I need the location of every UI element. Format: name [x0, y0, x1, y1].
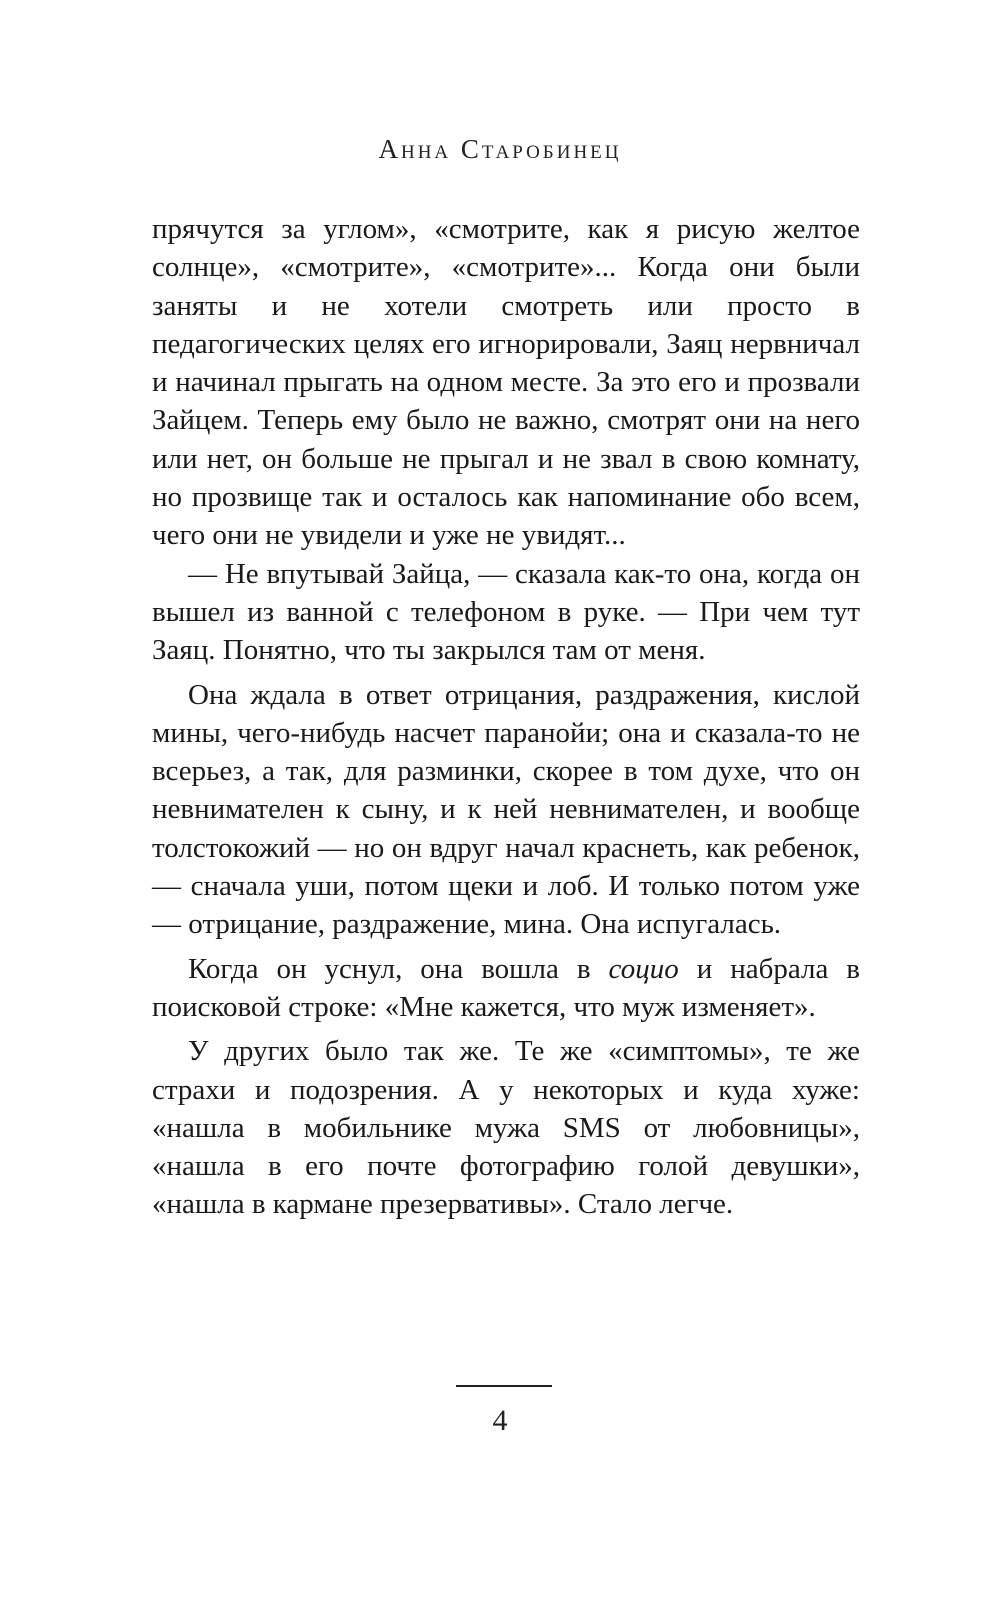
folio-divider	[456, 1385, 552, 1387]
page-number: 4	[492, 1404, 508, 1437]
paragraph-continued: прячутся за углом», «смотрите, как я рисую желтое солнце», «смотрите», «смотрите»... Когда они были заняты и не хотели смотреть или просто в педагогических целях его игнорировали, Заяц нервничал и начинал прыгать на одном месте. За это его и прозвали Зайцем. Теперь ему было не важно, смотрят они на него или нет, он больше не прыгал и не звал в свою комнату, но прозвище так и осталось как напоминание обо всем, чего они не увидели и уже не увидят...	[152, 213, 860, 552]
paragraph: Она ждала в ответ отрицания, раздражения, кислой мины, чего-нибудь насчет паранойи; она и сказала-то не всерьез, а так, для разминки, скорее в том духе, что он невнимателен к сыну, и к ней невнимателен, и вообще толстокожий — но он вдруг начал краснеть, как ребенок, — сначала уши, потом щеки и лоб. И только потом уже — отрицание, раздражение, мина. Она испугалась.	[152, 678, 860, 941]
paragraph-text: и набрала в поисковой строке: «Мне кажется, что муж изменяет».	[152, 952, 861, 1023]
paragraph-dialogue: — Не впутывай Зайца, — сказала как-то она, когда он вышел из ванной с телефоном в руке. — При чем тут Заяц. Понятно, что ты закрылся там от меня.	[152, 557, 860, 667]
paragraph: У других было так же. Те же «симптомы», те же страхи и подозрения. А у некоторых и куда хуже: «нашла в мобильнике мужа SMS от любовницы», «нашла в его почте фотографию голой девушки», «нашла в кармане презервативы». Стало легче.	[152, 1035, 860, 1221]
running-head-author: Анна Старобинец	[378, 134, 622, 164]
italic-term: социо	[608, 952, 679, 985]
paragraph	[152, 950, 860, 1027]
body-text	[152, 210, 860, 1224]
paragraph-text: Когда он уснул, она вошла в	[188, 952, 609, 985]
